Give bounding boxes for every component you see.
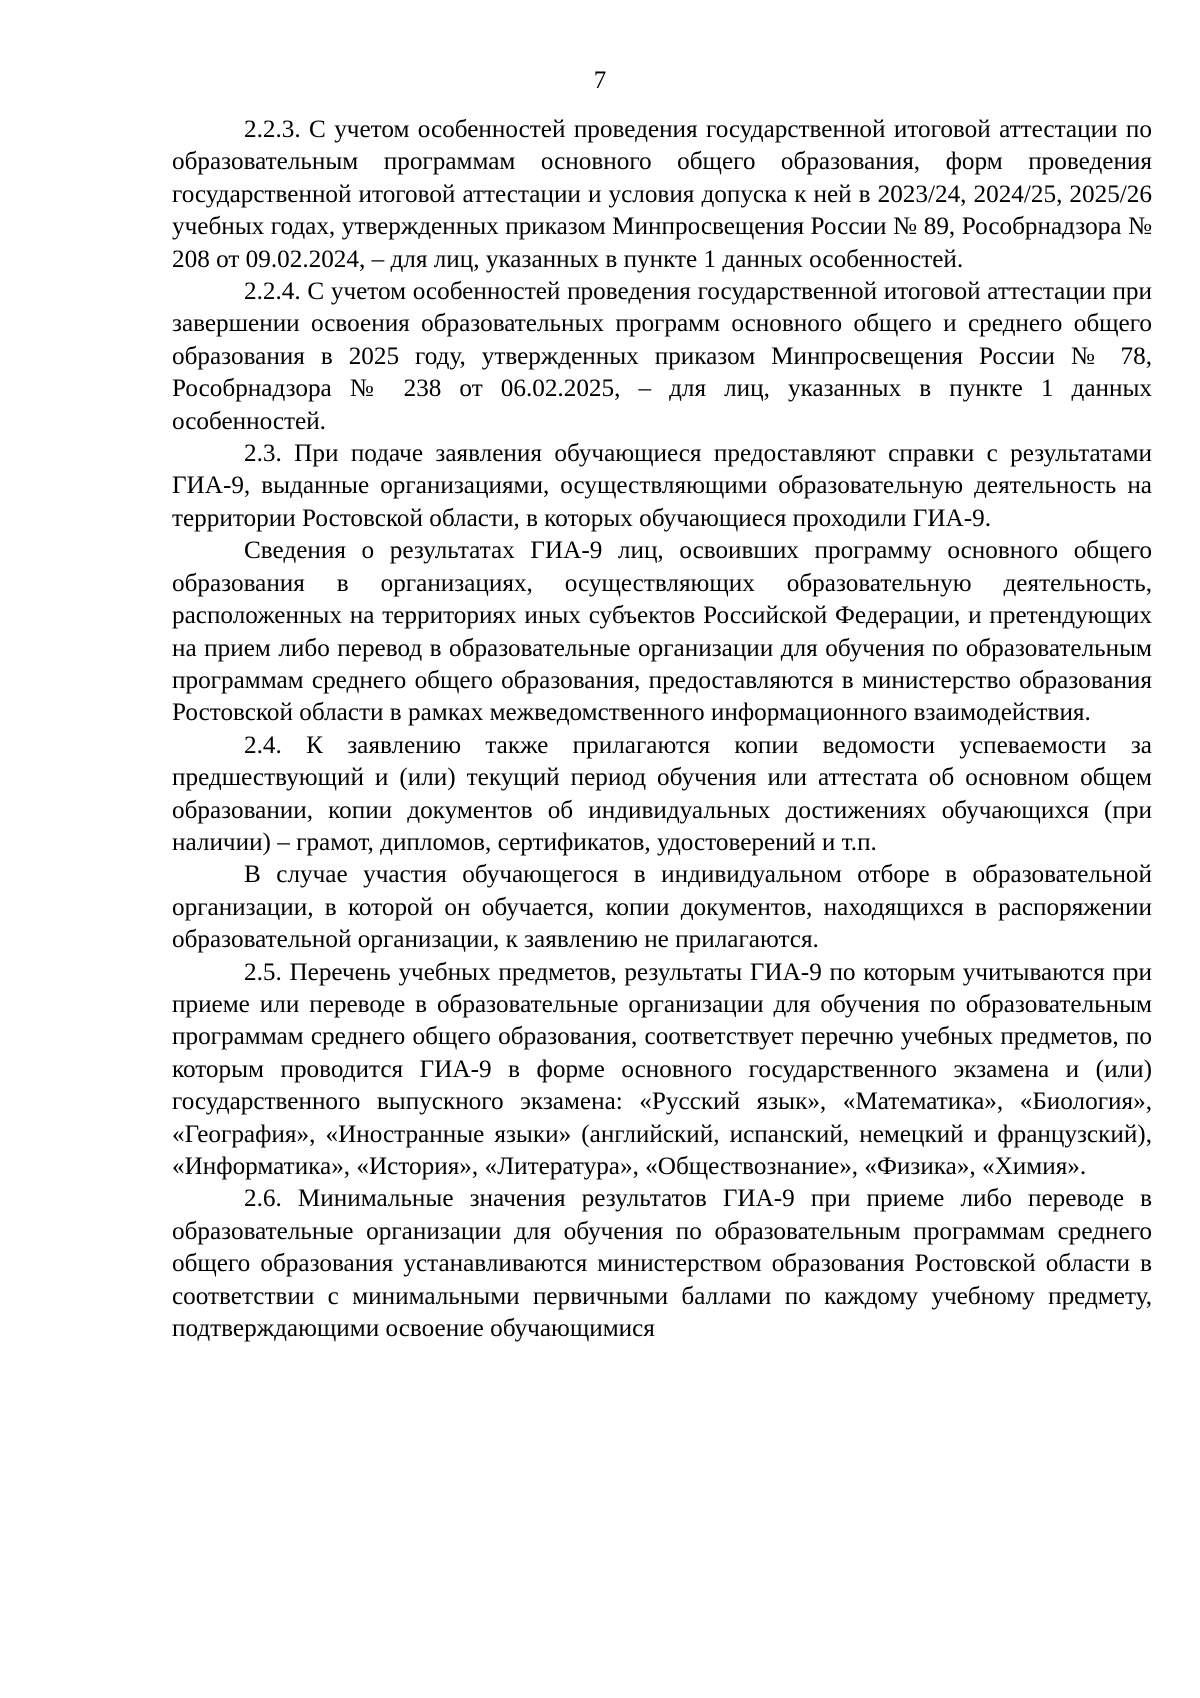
paragraph-2-6: 2.6. Минимальные значения результатов ГИА-9 при приеме либо переводе в образовательные организации для обучения по образовательным программам среднего общего образования устанавливаются министерством образования Ростовской области в соответствии с минимальными первичными баллами по каждому учебному предмету, подтверждающими освоение обучающимися bbox=[172, 1185, 1152, 1343]
page-number: 7 bbox=[593, 67, 607, 94]
paragraph-2-5: 2.5. Перечень учебных предметов, результаты ГИА-9 по которым учитываются при приеме или переводе в образовательные организации для обучения по образовательным программам среднего общего образования, соответствует перечню учебных предметов, по которым проводится ГИА-9 в форме основного государственного экзамена и (или) государственного выпускного экзамена: «Русский язык», «Математика», «Биология», «География», «Иностранные языки» (английский, испанский, немецкий и французский), «Информатика», «История», «Литература», «Обществознание», «Физика», «Химия». bbox=[172, 958, 1152, 1180]
paragraph-2-2-4: 2.2.4. С учетом особенностей проведения государственной итоговой аттестации при завершении освоения образовательных программ основного общего и среднего общего образования в 2025 году, утвержденных приказом Минпросвещения России № 78, Рособрнадзора № 238 от 06.02.2025, – для лиц, указанных в пункте 1 данных особенностей. bbox=[172, 278, 1152, 435]
paragraph-gia-results-info: Сведения о результатах ГИА-9 лиц, освоивших программу основного общего образования в организациях, осуществляющих образовательную деятельность, расположенных на территориях иных субъектов Российской Федерации, и претендующих на прием либо перевод в образовательные организации для обучения по образовательным программам среднего общего образования, предоставляются в министерство образования Ростовской области в рамках межведомственного информационного взаимодействия. bbox=[172, 537, 1152, 727]
paragraph-2-2-3: 2.2.3. С учетом особенностей проведения государственной итоговой аттестации по образовательным программам основного общего образования, форм проведения государственной итоговой аттестации и условия допуска к ней в 2023/24, 2024/25, 2025/26 учебных годах, утвержденных приказом Минпросвещения России № 89, Рособрнадзора № 208 от 09.02.2024, – для лиц, указанных в пункте 1 данных особенностей. bbox=[172, 116, 1152, 273]
paragraph-2-4: 2.4. К заявлению также прилагаются копии ведомости успеваемости за предшествующий и (или) текущий период обучения или аттестата об основном общем образовании, копии документов об индивидуальных достижениях обучающихся (при наличии) – грамот, дипломов, сертификатов, удостоверений и т.п. bbox=[172, 731, 1152, 856]
document-body bbox=[172, 114, 1152, 1345]
paragraph-2-3: 2.3. При подаче заявления обучающиеся предоставляют справки с результатами ГИА-9, выданные организациями, осуществляющими образовательную деятельность на территории Ростовской области, в которых обучающиеся проходили ГИА-9. bbox=[172, 440, 1152, 532]
paragraph-individual-selection: В случае участия обучающегося в индивидуальном отборе в образовательной организации, в которой он обучается, копии документов, находящихся в распоряжении образовательной организации, к заявлению не прилагаются. bbox=[172, 861, 1152, 954]
